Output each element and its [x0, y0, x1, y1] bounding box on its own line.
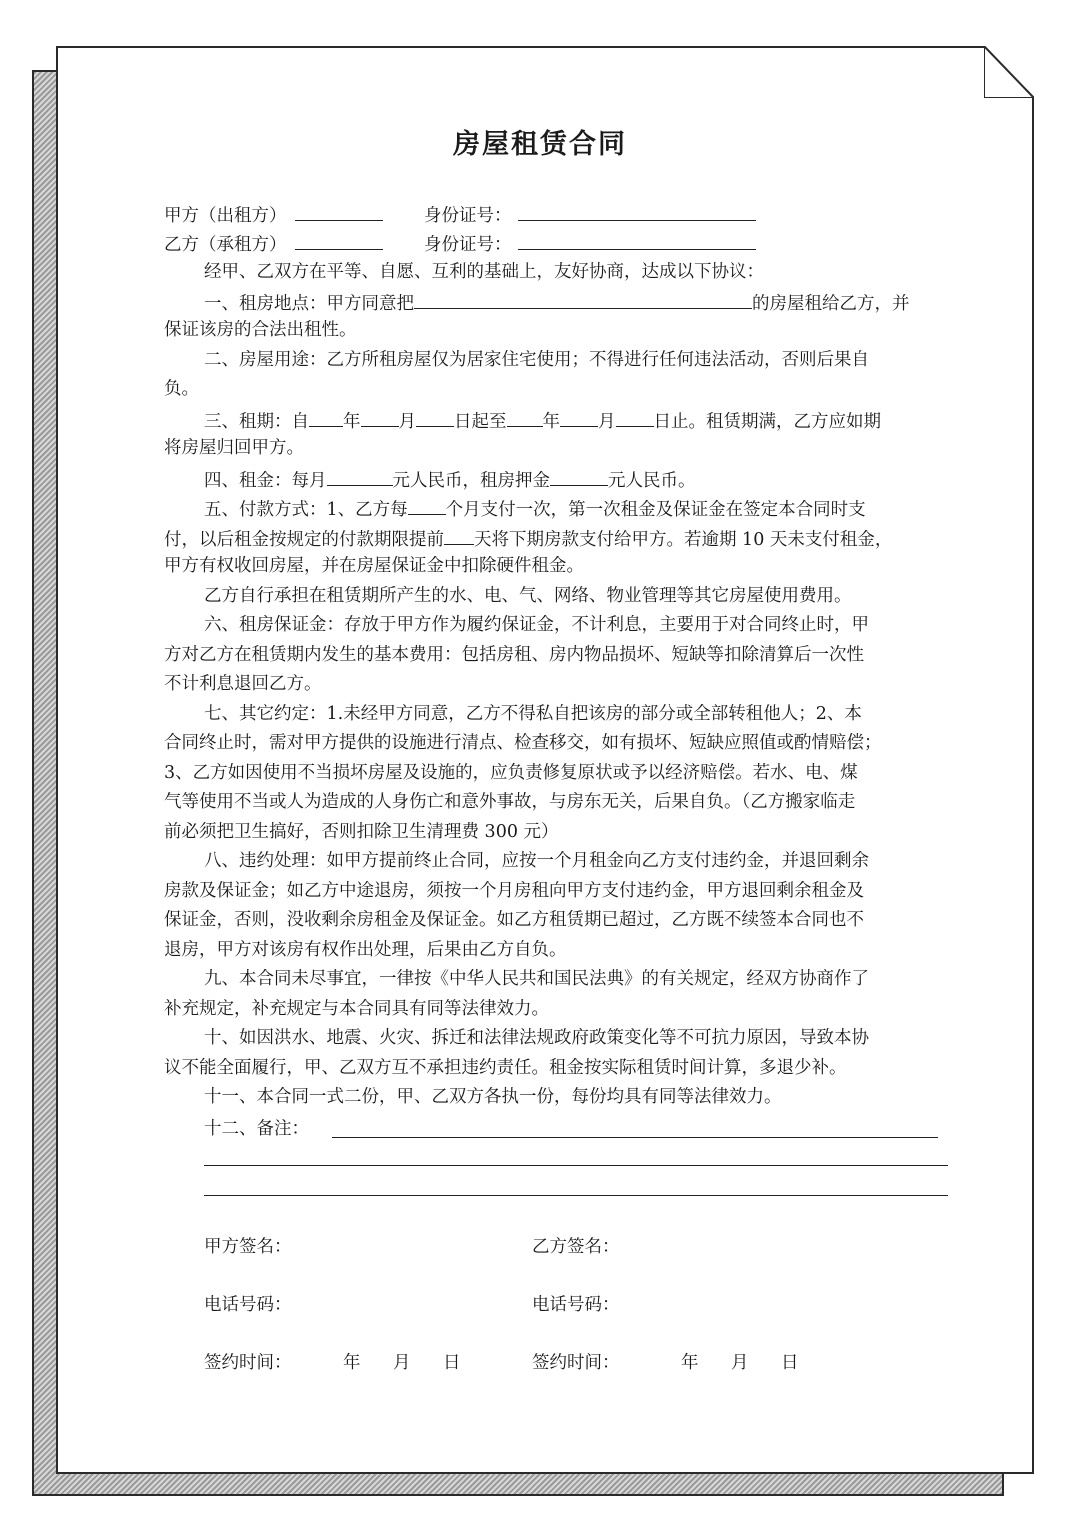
clause-3-year: 年: [343, 412, 361, 432]
end-year-blank[interactable]: [507, 408, 543, 427]
party-a-id-blank[interactable]: [518, 202, 756, 221]
party-a-date-label: 签约时间：: [204, 1353, 292, 1373]
party-b-id-blank[interactable]: [518, 231, 756, 250]
party-b-phone-label: 电话号码：: [532, 1295, 620, 1315]
party-a-date-month: 月: [393, 1353, 411, 1373]
clause-9-line: 补充规定，补充规定与本合同具有同等法律效力。: [164, 999, 549, 1019]
clause-7-line: 气等使用不当或人为造成的人身伤亡和意外事故，与房东无关，后果自负。（乙方搬家临走: [164, 792, 856, 812]
party-a-label: 甲方（出租方）: [164, 206, 287, 226]
deposit-blank[interactable]: [550, 467, 608, 486]
start-month-blank[interactable]: [361, 408, 399, 427]
clause-1-text-b: 的房屋租给乙方，并: [752, 294, 910, 314]
clause-1-line-1: [204, 290, 910, 315]
party-b-signature-label: 乙方签名：: [532, 1237, 620, 1257]
clause-5-line-2: [164, 526, 892, 551]
party-a-name-blank[interactable]: [295, 202, 383, 221]
party-b-date-label: 签约时间：: [532, 1353, 620, 1373]
clause-7-line: 七、其它约定：1.未经甲方同意，乙方不得私自把该房的部分或全部转租他人；2、本: [204, 704, 862, 724]
start-year-blank[interactable]: [309, 408, 343, 427]
party-a-date-year: 年: [343, 1353, 361, 1373]
party-b-label: 乙方（承租方）: [164, 235, 287, 255]
party-b-date-day: 日: [781, 1353, 799, 1373]
remarks-line-1[interactable]: [332, 1137, 938, 1138]
clause-3-end-text: 日止。租赁期满，乙方应如期: [653, 412, 881, 432]
clause-4-text-c: 元人民币。: [608, 471, 696, 491]
clause-5-text-d: 天将下期房款支付给甲方。若逾期 10 天未支付租金，: [474, 530, 893, 550]
clause-10-line: 议不能全面履行，甲、乙双方互不承担违约责任。租金按实际租赁时间计算，多退少补。: [164, 1058, 847, 1078]
clause-1-line-2: 保证该房的合法出租性。: [164, 320, 357, 340]
clause-3-month-2: 月: [598, 412, 616, 432]
clause-9-line: 九、本合同未尽事宜，一律按《中华人民共和国民法典》的有关规定，经双方协商作了: [204, 969, 869, 989]
monthly-rent-blank[interactable]: [327, 467, 393, 486]
party-b-id-row: [424, 231, 756, 256]
party-a-phone-label: 电话号码：: [204, 1295, 292, 1315]
party-b-date-month: 月: [731, 1353, 749, 1373]
clause-4-text-b: 元人民币，租房押金: [392, 471, 550, 491]
rental-address-blank[interactable]: [414, 290, 752, 309]
clause-6-line: 不计利息退回乙方。: [164, 674, 322, 694]
clause-3-month: 月: [398, 412, 416, 432]
clause-5-text-b: 个月支付一次，第一次租金及保证金在签定本合同时支: [445, 500, 866, 520]
party-a-signature-label: 甲方签名：: [204, 1237, 292, 1257]
clause-5-text-c: 付，以后租金按规定的付款期限提前: [164, 530, 444, 550]
remarks-line-3[interactable]: [204, 1195, 948, 1196]
party-b-name-blank[interactable]: [295, 231, 383, 250]
clause-6-line: 方对乙方在租赁期内发生的基本费用：包括房租、房内物品损坏、短缺等扣除清算后一次性: [164, 645, 864, 665]
remarks-label: 十二、备注：: [204, 1119, 309, 1139]
party-a-id-label: 身份证号：: [424, 206, 512, 226]
end-day-blank[interactable]: [616, 408, 654, 427]
clause-4-text-a: 四、租金：每月: [204, 471, 327, 491]
intro-paragraph: 经甲、乙双方在平等、自愿、互利的基础上，友好协商，达成以下协议：: [204, 262, 764, 282]
clause-1-text-a: 一、租房地点：甲方同意把: [204, 294, 414, 314]
clause-4-line: [204, 467, 696, 492]
end-month-blank[interactable]: [560, 408, 598, 427]
party-a-id-row: [424, 202, 756, 227]
start-day-blank[interactable]: [416, 408, 454, 427]
page-fold-corner: [984, 46, 1034, 98]
clause-6-line: 六、租房保证金：存放于甲方作为履约保证金，不计利息，主要用于对合同终止时，甲: [204, 615, 869, 635]
document-title: 房屋租赁合同: [453, 129, 627, 160]
clause-8-line: 房款及保证金；如乙方中途退房，须按一个月房租向甲方支付违约金，甲方退回剩余租金及: [164, 881, 864, 901]
clause-5-line-1: [204, 496, 866, 521]
clause-3-label: 三、租期：自: [204, 412, 309, 432]
clause-3-year-2: 年: [542, 412, 560, 432]
remarks-line-2[interactable]: [204, 1165, 948, 1166]
clause-5-line-3: 甲方有权收回房屋，并在房屋保证金中扣除硬件租金。: [164, 556, 584, 576]
clause-11-line: 十一、本合同一式二份，甲、乙双方各执一份，每份均具有同等法律效力。: [204, 1087, 782, 1107]
clause-3-day-to: 日起至: [454, 412, 507, 432]
clause-7-line: 前必须把卫生搞好，否则扣除卫生清理费 300 元）: [164, 822, 559, 842]
clause-2-line-2: 负。: [164, 379, 199, 399]
clause-5-extra: 乙方自行承担在租赁期所产生的水、电、气、网络、物业管理等其它房屋使用费用。: [204, 586, 852, 606]
clause-3-line-2: 将房屋归回甲方。: [164, 438, 304, 458]
clause-7-line: 合同终止时，需对甲方提供的设施进行清点、检查移交，如有损坏、短缺应照值或酌情赔偿；: [164, 733, 882, 753]
party-a-row: [164, 202, 383, 227]
advance-days-blank[interactable]: [444, 526, 474, 545]
clause-10-line: 十、如因洪水、地震、火灾、拆迁和法律法规政府政策变化等不可抗力原因，导致本协: [204, 1028, 869, 1048]
clause-5-text-a: 五、付款方式：1、乙方每: [204, 500, 408, 520]
payment-months-blank[interactable]: [408, 496, 446, 515]
clause-3-line-1: [204, 408, 881, 433]
party-a-date-day: 日: [443, 1353, 461, 1373]
party-b-date-year: 年: [681, 1353, 699, 1373]
clause-2-line-1: 二、房屋用途：乙方所租房屋仅为居家住宅使用；不得进行任何违法活动，否则后果自: [204, 350, 869, 370]
party-b-row: [164, 231, 383, 256]
clause-7-line: 3、乙方如因使用不当损坏房屋及设施的，应负责修复原状或予以经济赔偿。若水、电、煤: [164, 763, 858, 783]
clause-8-line: 退房，甲方对该房有权作出处理，后果由乙方自负。: [164, 940, 567, 960]
clause-8-line: 八、违约处理：如甲方提前终止合同，应按一个月租金向乙方支付违约金，并退回剩余: [204, 851, 869, 871]
clause-8-line: 保证金，否则，没收剩余房租金及保证金。如乙方租赁期已超过，乙方既不续签本合同也不: [164, 910, 864, 930]
party-b-id-label: 身份证号：: [424, 235, 512, 255]
